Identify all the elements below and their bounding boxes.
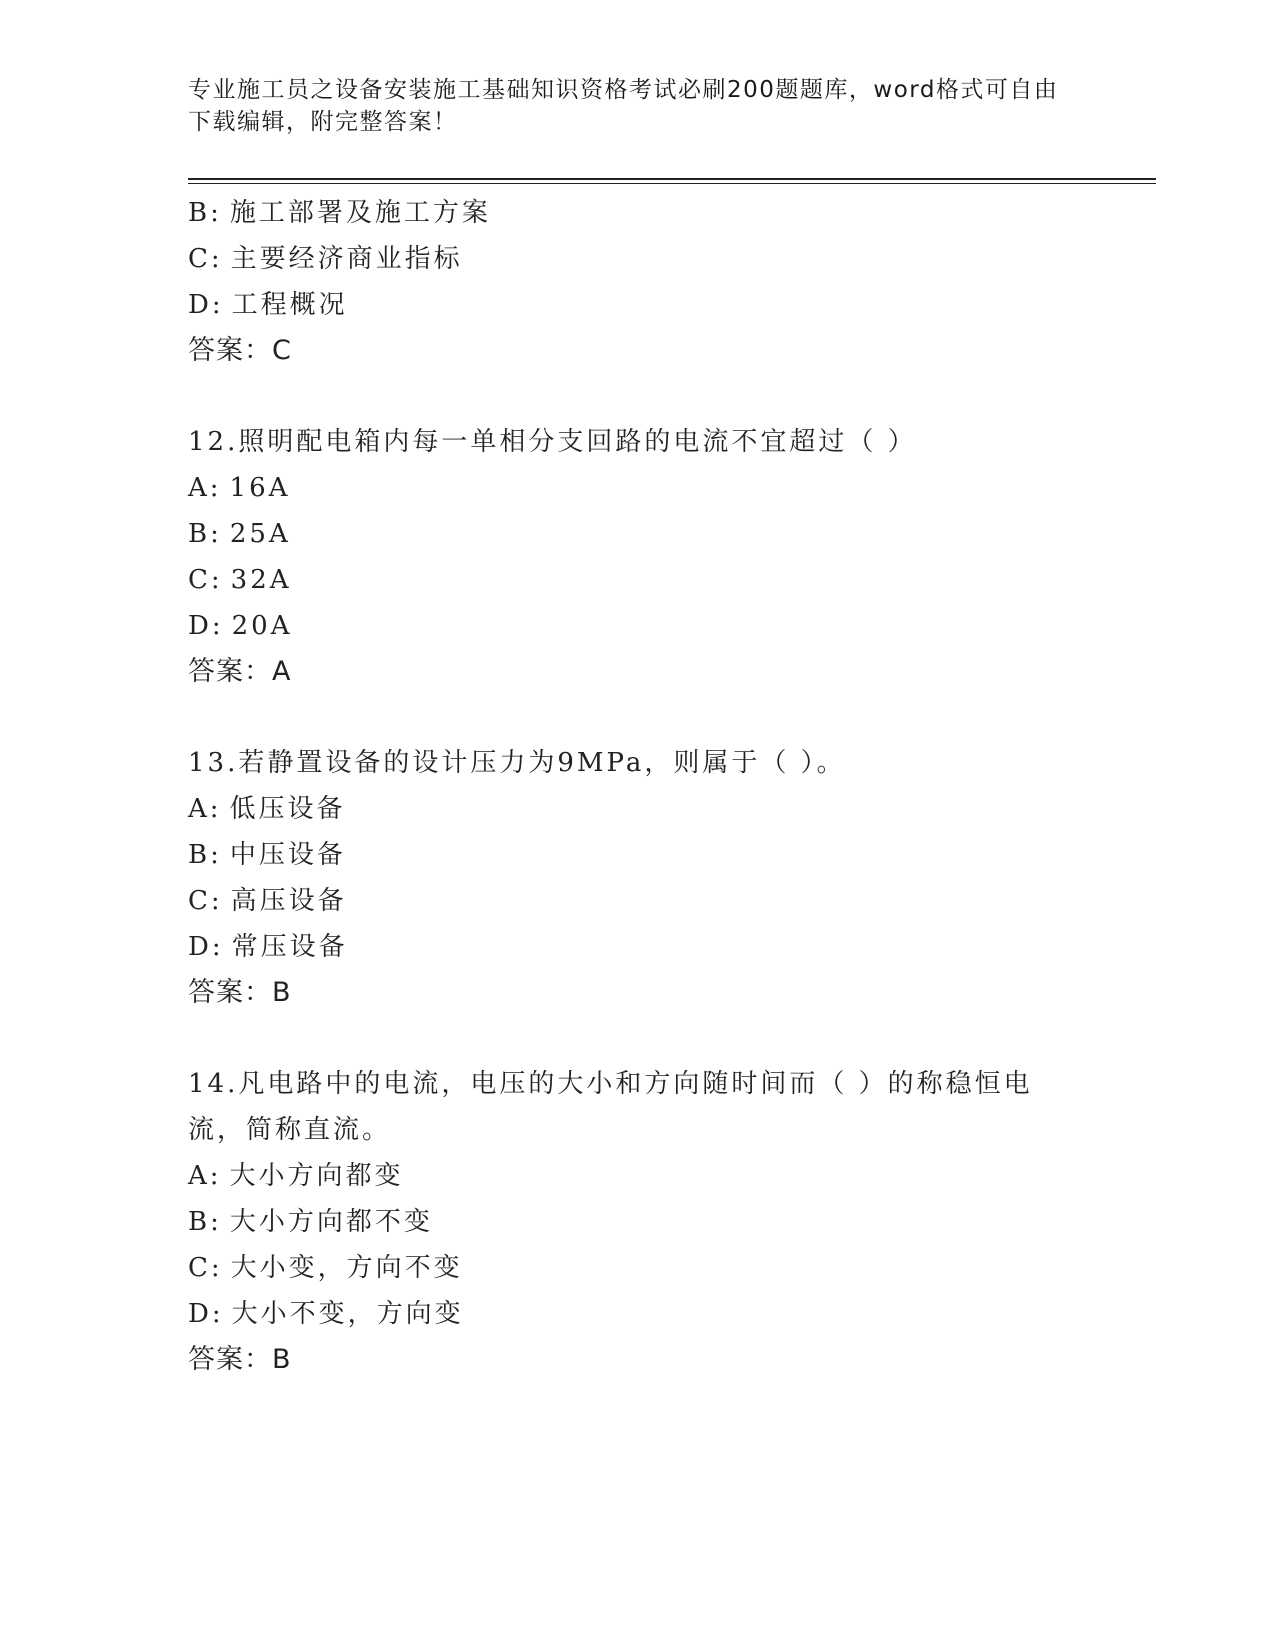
option-letter: C: — [188, 244, 223, 274]
option-b — [188, 832, 1088, 878]
option-c — [188, 878, 1088, 924]
option-d — [188, 1291, 1088, 1337]
option-text: 低压设备 — [229, 794, 346, 824]
option-text: 主要经济商业指标 — [230, 244, 463, 274]
option-d — [188, 924, 1088, 970]
option-d — [188, 282, 1088, 328]
option-letter: A: — [188, 473, 222, 503]
option-letter: D: — [188, 1299, 224, 1329]
question-block — [188, 1061, 1088, 1383]
question-stem: 12.照明配电箱内每一单相分支回路的电流不宜超过（ ） — [188, 427, 917, 457]
option-text: 常压设备 — [231, 932, 348, 962]
option-letter: A: — [188, 1161, 222, 1191]
document-header: 专业施工员之设备安装施工基础知识资格考试必刷200题题库，word格式可自由下载编辑，附完整答案！ — [188, 77, 1059, 135]
option-c — [188, 236, 1088, 282]
option-letter: C: — [188, 1253, 223, 1283]
option-text: 大小变，方向不变 — [230, 1253, 463, 1283]
option-d — [188, 603, 1088, 649]
option-text: 32A — [230, 565, 292, 595]
answer-line: 答案：A — [188, 656, 292, 687]
option-a — [188, 1153, 1088, 1199]
option-text: 施工部署及施工方案 — [229, 198, 491, 228]
option-c — [188, 557, 1088, 603]
option-text: 25A — [229, 519, 291, 549]
header-rule-thin — [188, 183, 1156, 184]
question-stem: 13.若静置设备的设计压力为9MPa，则属于（ ）。 — [188, 748, 846, 778]
question-block — [188, 740, 1088, 1016]
option-text: 20A — [231, 611, 293, 641]
answer-line: 答案：C — [188, 335, 292, 366]
option-c — [188, 1245, 1088, 1291]
option-text: 高压设备 — [230, 886, 347, 916]
option-text: 16A — [229, 473, 291, 503]
option-text: 大小方向都不变 — [229, 1207, 433, 1237]
option-letter: C: — [188, 565, 223, 595]
option-letter: D: — [188, 611, 224, 641]
option-b — [188, 1199, 1088, 1245]
option-text: 中压设备 — [229, 840, 346, 870]
option-letter: D: — [188, 290, 224, 320]
option-letter: B: — [188, 1207, 222, 1237]
option-letter: B: — [188, 198, 222, 228]
option-letter: B: — [188, 519, 222, 549]
option-letter: A: — [188, 794, 222, 824]
question-block — [188, 419, 1088, 695]
option-a — [188, 786, 1088, 832]
option-b — [188, 190, 1088, 236]
question-block-partial — [188, 190, 1088, 374]
option-letter: D: — [188, 932, 224, 962]
option-letter: C: — [188, 886, 223, 916]
question-content — [188, 190, 1088, 1383]
option-text: 工程概况 — [231, 290, 348, 320]
option-letter: B: — [188, 840, 222, 870]
option-text: 大小不变，方向变 — [231, 1299, 464, 1329]
answer-line: 答案：B — [188, 977, 292, 1008]
question-stem: 14.凡电路中的电流，电压的大小和方向随时间而（ ）的称稳恒电流，简称直流。 — [188, 1069, 1033, 1145]
option-b — [188, 511, 1088, 557]
header-rule-thick — [188, 178, 1156, 180]
option-text: 大小方向都变 — [229, 1161, 404, 1191]
answer-line: 答案：B — [188, 1344, 292, 1375]
option-a — [188, 465, 1088, 511]
